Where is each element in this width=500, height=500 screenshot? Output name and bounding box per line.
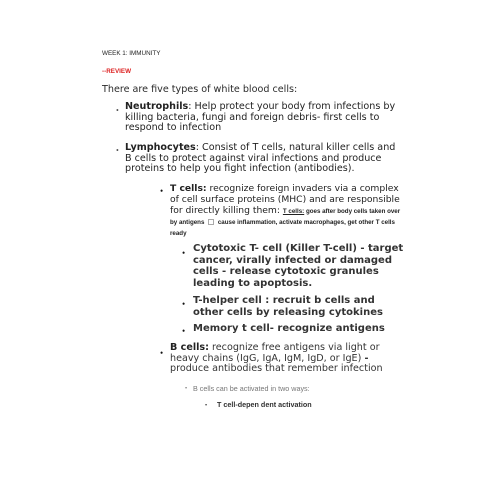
subtype-helper: T-helper cell : recruit b cells and other cells by releasing cytokines bbox=[193, 295, 383, 318]
review-label: --REVIEW bbox=[102, 68, 132, 75]
neutrophils-text: : Help protect your body from infections by killing bacteria, fungi and foreign debris- first cells to respond to infection bbox=[125, 101, 396, 133]
t-cells-note-text: goes after body cells taken over by antigens bbox=[170, 208, 401, 226]
bullet-icon: • bbox=[182, 299, 186, 309]
lymphocytes-term: Lymphocytes bbox=[125, 142, 196, 153]
lymphocytes-item bbox=[125, 143, 400, 175]
t-cells-note-text2: cause inflammation, activate macrophages, get other T cells ready bbox=[170, 219, 395, 237]
arrow-placeholder-icon bbox=[208, 219, 214, 225]
neutrophils-term: Neutrophils bbox=[125, 101, 189, 112]
lymphocytes-text: : Consist of T cells, natural killer cells and B cells to protect against viral infections and produce proteins to help you fight infection (antibodies). bbox=[125, 142, 396, 174]
subtype-cytotoxic: Cytotoxic T- cell (Killer T-cell) - target cancer, virally infected or damaged cells - release cytotoxic granules leading to apoptosis. bbox=[193, 243, 404, 289]
b-cells-text: recognize free antigens via light or heavy chains (IgG, IgA, IgM, IgD, or IgE) bbox=[170, 342, 380, 364]
b-cells-item bbox=[170, 343, 410, 375]
bullet-icon: • bbox=[116, 146, 119, 155]
t-dependent-text: T cell-depen dent activation bbox=[217, 400, 312, 409]
b-activation-text: B cells can be activated in two ways: bbox=[193, 384, 310, 393]
neutrophils-item bbox=[125, 102, 400, 134]
bullet-icon: • bbox=[160, 348, 164, 358]
b-cells-term: B cells: bbox=[170, 342, 209, 353]
bullet-icon: • bbox=[116, 106, 119, 115]
bullet-icon: • bbox=[160, 186, 164, 196]
bullet-icon: • bbox=[205, 403, 208, 409]
t-cells-term: T cells: bbox=[170, 183, 207, 194]
bullet-icon: • bbox=[182, 326, 186, 336]
intro-text: There are five types of white blood cells: bbox=[102, 84, 298, 95]
t-cells-note-term: T cells: bbox=[282, 208, 305, 215]
doc-header: WEEK 1: IMMUNITY bbox=[102, 50, 161, 57]
b-cells-dash: - bbox=[364, 352, 369, 364]
b-cells-text2: produce antibodies that remember infection bbox=[170, 363, 383, 374]
subtype-memory: Memory t cell- recognize antigens bbox=[193, 323, 385, 334]
bullet-icon: • bbox=[185, 386, 188, 392]
t-cells-text: recognize foreign invaders via a complex of cell surface proteins (MHC) and are responsible for directly killing them: bbox=[170, 183, 400, 216]
bullet-icon: • bbox=[182, 248, 186, 258]
t-cells-item bbox=[170, 183, 402, 238]
